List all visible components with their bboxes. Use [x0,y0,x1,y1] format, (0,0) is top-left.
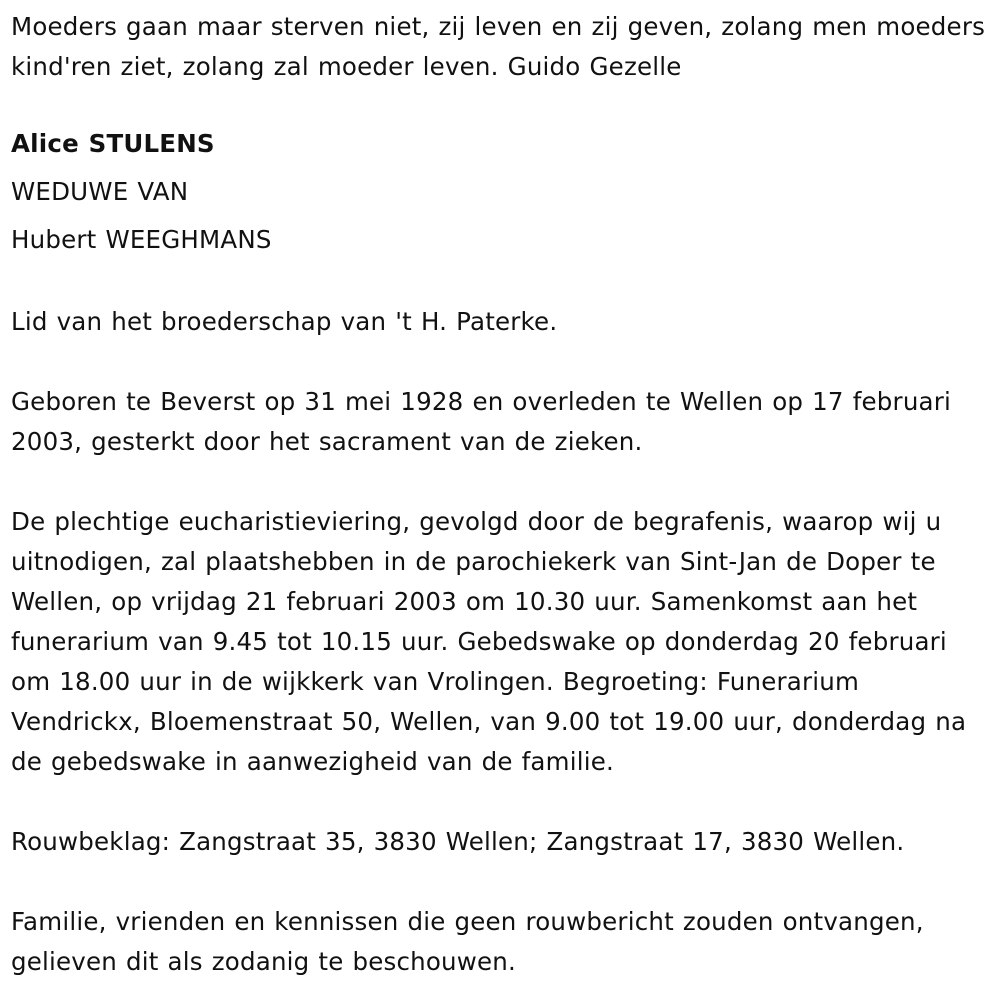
deceased-name: Alice STULENS [11,129,215,158]
ceremony-text: De plechtige eucharistieviering, gevolgd door de begrafenis, waarop wij u uitnodigen, zal plaatshebben in de parochiekerk van Sint-Jan de Doper te Wellen, op vrijdag 21 februari 2003 om 10.30 uur. Samenkomst aan het funerarium van 9.45 tot 10.15 uur. Gebedswake op donderdag 20 februari om 18.00 uur in de wijkkerk van Vrolingen. Begroeting: Funerarium Vendrickx, Bloemenstraat 50, Wellen, van 9.00 tot 19.00 uur, donderdag na de gebedswake in aanwezigheid van de familie. [11,507,967,776]
spouse-name: Hubert WEEGHMANS [11,225,272,254]
membership-text: Lid van het broederschap van 't H. Paterke. [11,307,558,336]
memorial-quote: Moeders gaan maar sterven niet, zij leven en zij geven, zolang men moeders kind'ren ziet, zolang zal moeder leven. Guido Gezelle [11,12,986,81]
birth-death-text: Geboren te Beverst op 31 mei 1928 en overleden te Wellen op 17 februari 2003, gesterkt door het sacrament van de zieken. [11,387,952,456]
widow-status: WEDUWE VAN [11,177,189,206]
closing-text: Familie, vrienden en kennissen die geen rouwbericht zouden ontvangen, gelieven dit als zodanig te beschouwen. [11,907,924,976]
condolences-text: Rouwbeklag: Zangstraat 35, 3830 Wellen; Zangstraat 17, 3830 Wellen. [11,827,905,856]
obituary-document [11,7,993,982]
